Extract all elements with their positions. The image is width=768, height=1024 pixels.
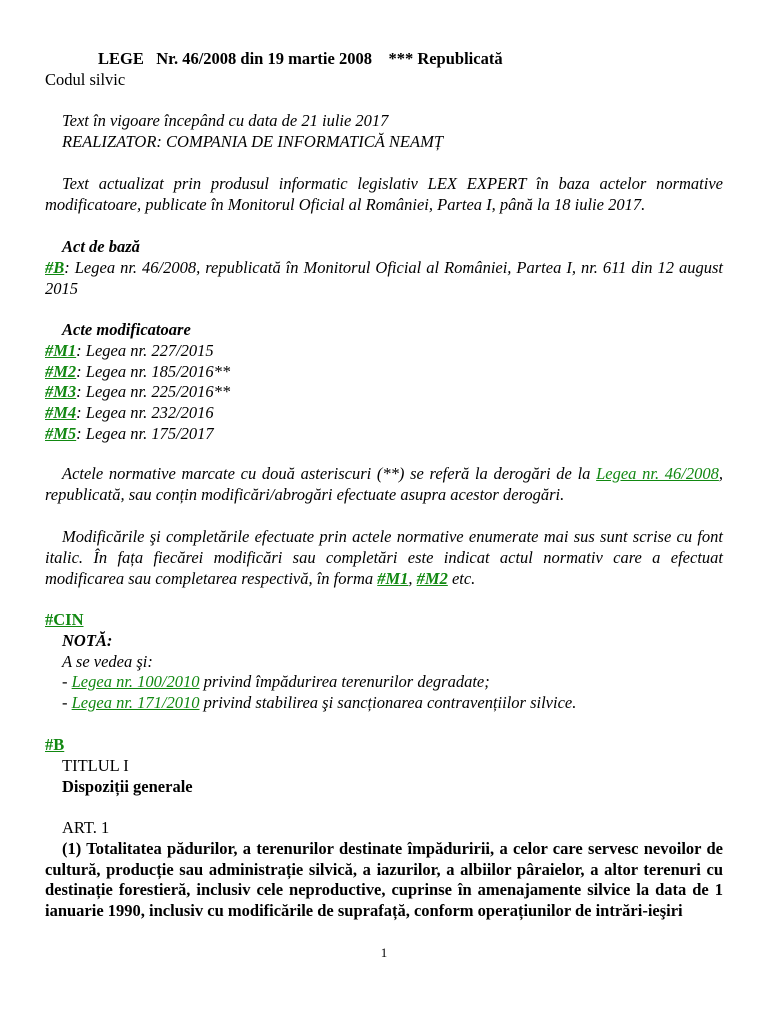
asterisk-note [45,464,723,506]
base-act-entry [45,258,723,300]
amending-act-tag[interactable]: #M2 [45,361,77,381]
asterisk-note-before: Actele normative marcate cu două asteriscuri (**) se referă la derogări de la [62,464,597,483]
cin-tag-line [45,610,723,631]
cin-section [45,610,723,714]
amending-act-text: : Legea nr. 225/2016** [76,382,231,402]
code-name: Codul silvic [45,69,126,89]
article-heading: ART. 1 [62,818,110,837]
italic-note [45,527,723,589]
amending-act-item [45,341,723,362]
see-also-text: privind stabilirea şi sancționarea contravențiilor silvice. [199,693,577,713]
document-header [45,49,723,91]
law-46-2008-link[interactable]: Legea nr. 46/2008 [596,464,719,483]
see-also-item [45,672,723,693]
validity-date: Text în vigoare începând cu data de 21 iulie 2017 [62,111,389,130]
producer: REALIZATOR: COMPANIA DE INFORMATICĂ NEAMȚ [62,131,444,151]
update-note-text: Text actualizat prin produsul informatic legislativ LEX EXPERT în baza actelor normative modificatoare, publicate în Monitorul Oficial al României, Partea I, până la 18 iulie 2017. [45,174,723,214]
see-also-item [45,693,723,714]
law-171-2010-link[interactable]: Legea nr. 171/2010 [71,693,200,713]
base-act-title: Act de bază [62,237,140,256]
base-act-tag[interactable]: #B [45,257,65,277]
amending-act-item [45,382,723,403]
cin-tag[interactable]: #CIN [45,610,84,629]
base-act-text: : Legea nr. 46/2008, republicată în Monitorul Oficial al României, Partea I, nr. 611 din 12 august 2015 [45,257,723,298]
see-also-label: A se vedea şi: [62,651,153,671]
amending-act-tag[interactable]: #M1 [45,340,77,360]
list-dash: - [62,672,72,692]
see-also-text: privind împădurirea terenurilor degradate; [199,672,490,692]
nota-title: NOTĂ: [62,630,113,650]
title-section [45,735,723,797]
article-1 [45,818,723,922]
asterisk-note-text [45,464,723,506]
amending-act-text: : Legea nr. 227/2015 [76,340,214,360]
b-tag-line [45,735,723,756]
title-number: TITLUL I [62,755,129,775]
amending-acts-section [45,320,723,445]
amending-act-item [45,362,723,383]
amending-act-text: : Legea nr. 232/2016 [76,403,214,423]
amending-act-tag[interactable]: #M4 [45,403,77,423]
asterisk-note-after: , republicată, sau conțin modificări/abrogări efectuate asupra acestor derogări. [45,464,724,504]
amending-act-item [45,424,723,445]
update-note [45,174,723,216]
title-heading: Dispoziții generale [62,776,193,796]
italic-note-end: etc. [447,568,476,588]
page-number: 1 [380,945,388,960]
law-100-2010-link[interactable]: Legea nr. 100/2010 [71,672,200,692]
amending-act-text: : Legea nr. 185/2016** [76,361,231,381]
m2-tag[interactable]: #M2 [416,568,448,588]
amending-act-text: : Legea nr. 175/2017 [76,423,214,443]
list-dash: - [62,693,72,713]
italic-note-text [45,527,723,589]
validity-info [45,111,723,153]
law-title: LEGE Nr. 46/2008 din 19 martie 2008 *** Republicată [98,49,503,68]
amending-acts-title: Acte modificatoare [62,320,191,339]
amending-act-item [45,403,723,424]
m1-tag[interactable]: #M1 [377,568,409,588]
b-tag[interactable]: #B [45,735,65,754]
article-paragraph: (1) Totalitatea pădurilor, a terenurilor destinate împăduririi, a celor care servesc nevoilor de cultură, producție sau administrație silvică, a iazurilor, a albiilor pâraielor, a altor terenuri cu destinație forestieră, inclusiv cele neproductive, cuprinse în amenajamente silvice la data de 1 ianuarie 1990, inclusiv cu modificările de suprafață, conform operațiunilor de intrări-ieşiri [45,838,723,921]
amending-act-tag[interactable]: #M3 [45,382,77,402]
amending-act-tag[interactable]: #M5 [45,423,77,443]
base-act-section [45,237,723,299]
tag-separator: , [408,568,417,588]
italic-note-body: Modificările şi completările efectuate prin actele normative enumerate mai sus sunt scrise cu font italic. În fața fiecărei modificări sau completări este indicat actul normativ care a efectuat modificarea sau completarea respectivă, în forma [45,527,723,588]
